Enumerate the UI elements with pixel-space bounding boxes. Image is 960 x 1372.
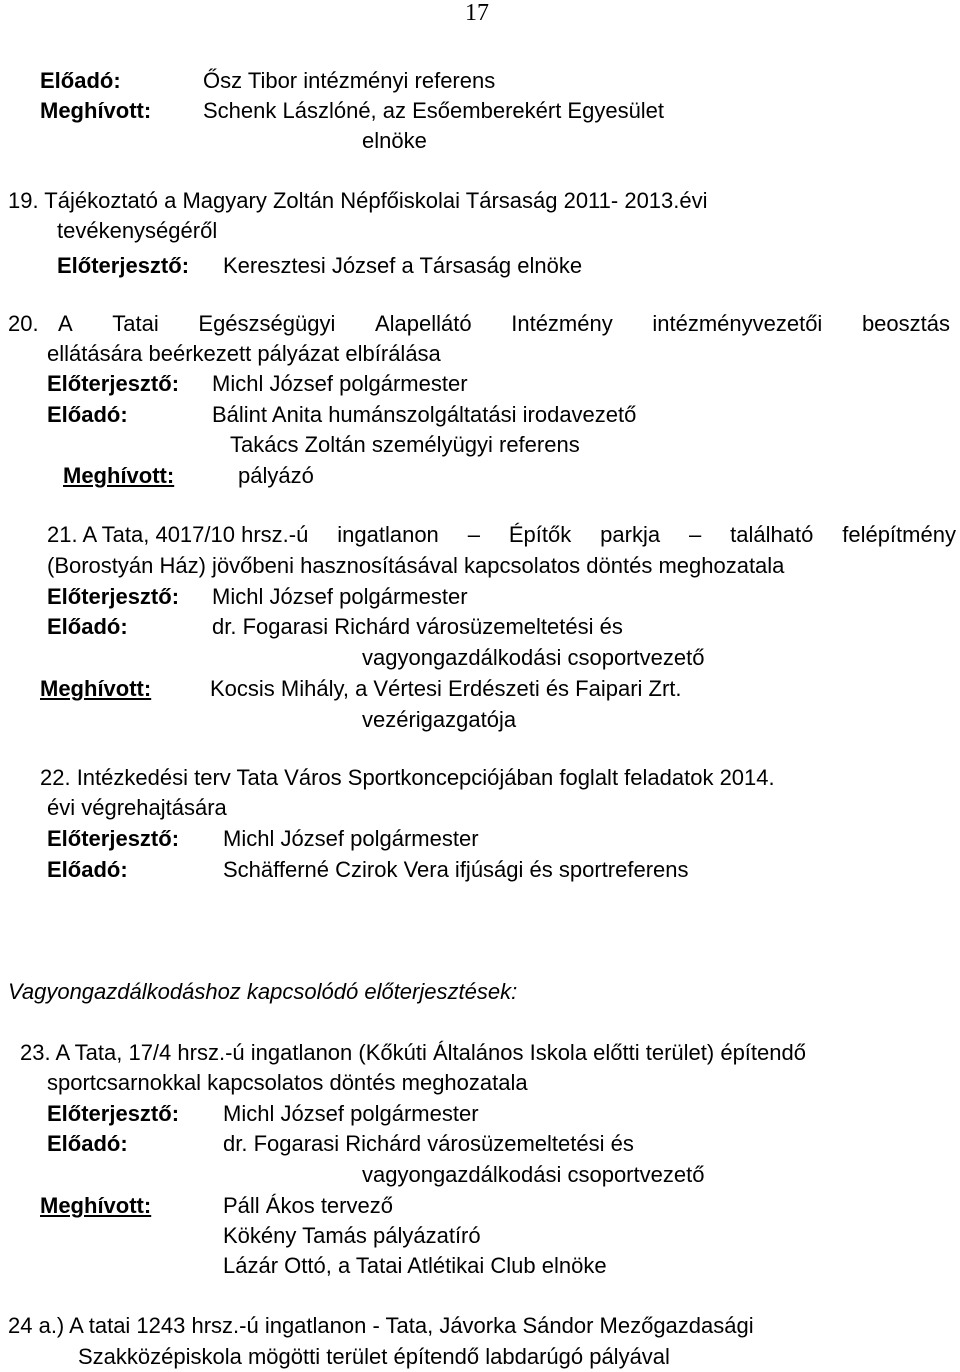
item23-eloado-value: dr. Fogarasi Richárd városüzemeltetési és bbox=[223, 1131, 634, 1156]
item20-title-word: A bbox=[58, 311, 73, 336]
item22-eloado-value: Schäfferné Czirok Vera ifjúsági és sportreferens bbox=[223, 857, 689, 882]
item21-title-word: felépítmény bbox=[842, 522, 956, 547]
item23-meghivott-value: Páll Ákos tervező bbox=[223, 1193, 393, 1218]
item19-title: 19. Tájékoztató a Magyary Zoltán Népfőiskolai Társaság 2011- 2013.évi bbox=[8, 188, 708, 213]
item21-title bbox=[47, 522, 956, 548]
meghivott-value-cont: elnöke bbox=[362, 128, 427, 153]
item21-meghivott-value: Kocsis Mihály, a Vértesi Erdészeti és Faipari Zrt. bbox=[210, 676, 682, 701]
item23-title-cont: sportcsarnokkal kapcsolatos döntés meghozatala bbox=[47, 1070, 528, 1095]
item20-title-word: Intézmény bbox=[511, 311, 613, 336]
item21-meghivott-value-2: vezérigazgatója bbox=[362, 707, 517, 732]
item20-title-word: Tatai bbox=[112, 311, 159, 336]
item23-eloterjeszto-value: Michl József polgármester bbox=[223, 1101, 479, 1126]
item19-title-cont: tevékenységéről bbox=[57, 218, 218, 243]
item23-eloterjeszto-label: Előterjesztő: bbox=[47, 1101, 180, 1126]
item20-number: 20. bbox=[8, 311, 39, 336]
item23-meghivott-value: Kökény Tamás pályázatíró bbox=[223, 1223, 481, 1248]
item21-title-word: 21. A Tata, 4017/10 hrsz.-ú bbox=[47, 522, 309, 547]
item22-title: 22. Intézkedési terv Tata Város Sportkoncepciójában foglalt feladatok 2014. bbox=[40, 765, 775, 790]
eloado-label: Előadó: bbox=[40, 68, 121, 93]
item20-title-word: beosztás bbox=[861, 311, 950, 336]
eloado-value: Ősz Tibor intézményi referens bbox=[203, 68, 496, 93]
item23-eloado-value-2: vagyongazdálkodási csoportvezető bbox=[362, 1162, 705, 1187]
item19-eloterjeszto-value: Keresztesi József a Társaság elnöke bbox=[223, 253, 583, 278]
item20-eloado-label: Előadó: bbox=[47, 402, 128, 427]
item21-title-word: – bbox=[467, 522, 480, 547]
item20-eloterjeszto-value: Michl József polgármester bbox=[212, 371, 468, 396]
section-heading: Vagyongazdálkodáshoz kapcsolódó előterjesztések: bbox=[8, 979, 518, 1004]
item21-eloado-value: dr. Fogarasi Richárd városüzemeltetési és bbox=[212, 614, 623, 639]
item21-meghivott-label: Meghívott: bbox=[40, 676, 152, 701]
item21-title-word: – bbox=[688, 522, 702, 547]
item20-title-cont: ellátására beérkezett pályázat elbírálása bbox=[47, 341, 441, 366]
item22-eloterjeszto-value: Michl József polgármester bbox=[223, 826, 479, 851]
item21-title-word: ingatlanon bbox=[337, 522, 439, 547]
item22-title-cont: évi végrehajtására bbox=[47, 795, 227, 820]
meghivott-value: Schenk Lászlóné, az Esőemberekért Egyesület bbox=[203, 98, 665, 123]
item23-title: 23. A Tata, 17/4 hrsz.-ú ingatlanon (Kőkúti Általános Iskola előtti terület) építendő bbox=[20, 1040, 806, 1065]
meghivott-label: Meghívott: bbox=[40, 98, 152, 123]
item22-eloterjeszto-label: Előterjesztő: bbox=[47, 826, 180, 851]
item20-eloterjeszto-label: Előterjesztő: bbox=[47, 371, 180, 396]
item22-eloado-label: Előadó: bbox=[47, 857, 128, 882]
item20-eloado-value-2: Takács Zoltán személyügyi referens bbox=[230, 432, 580, 457]
item23-meghivott-label: Meghívott: bbox=[40, 1193, 152, 1218]
item20-meghivott-label: Meghívott: bbox=[63, 463, 175, 488]
item20-title-word: intézményvezetői bbox=[652, 311, 823, 336]
item20-title-word: Egészségügyi bbox=[198, 311, 336, 336]
item24-title-cont: Szakközépiskola mögötti terület építendő labdarúgó pályával bbox=[78, 1344, 670, 1369]
item21-title-word: található bbox=[730, 522, 814, 547]
item24-title: 24 a.) A tatai 1243 hrsz.-ú ingatlanon - Tata, Jávorka Sándor Mezőgazdasági bbox=[8, 1313, 754, 1338]
item21-title-cont: (Borostyán Ház) jövőbeni hasznosításával kapcsolatos döntés meghozatala bbox=[47, 553, 785, 578]
item19-eloterjeszto-label: Előterjesztő: bbox=[57, 253, 190, 278]
item21-eloterjeszto-value: Michl József polgármester bbox=[212, 584, 468, 609]
item21-eloado-value-2: vagyongazdálkodási csoportvezető bbox=[362, 645, 705, 670]
item23-eloado-label: Előadó: bbox=[47, 1131, 128, 1156]
item23-meghivott-value: Lázár Ottó, a Tatai Atlétikai Club elnöke bbox=[223, 1253, 607, 1278]
item20-title bbox=[58, 311, 950, 337]
item21-title-word: parkja bbox=[600, 522, 661, 547]
page-number: 17 bbox=[465, 0, 489, 26]
item21-eloado-label: Előadó: bbox=[47, 614, 128, 639]
item21-eloterjeszto-label: Előterjesztő: bbox=[47, 584, 180, 609]
item20-title-word: Alapellátó bbox=[374, 311, 472, 336]
item20-eloado-value: Bálint Anita humánszolgáltatási irodavezető bbox=[212, 402, 637, 427]
item20-meghivott-value: pályázó bbox=[238, 463, 314, 488]
item21-title-word: Építők bbox=[508, 522, 572, 547]
